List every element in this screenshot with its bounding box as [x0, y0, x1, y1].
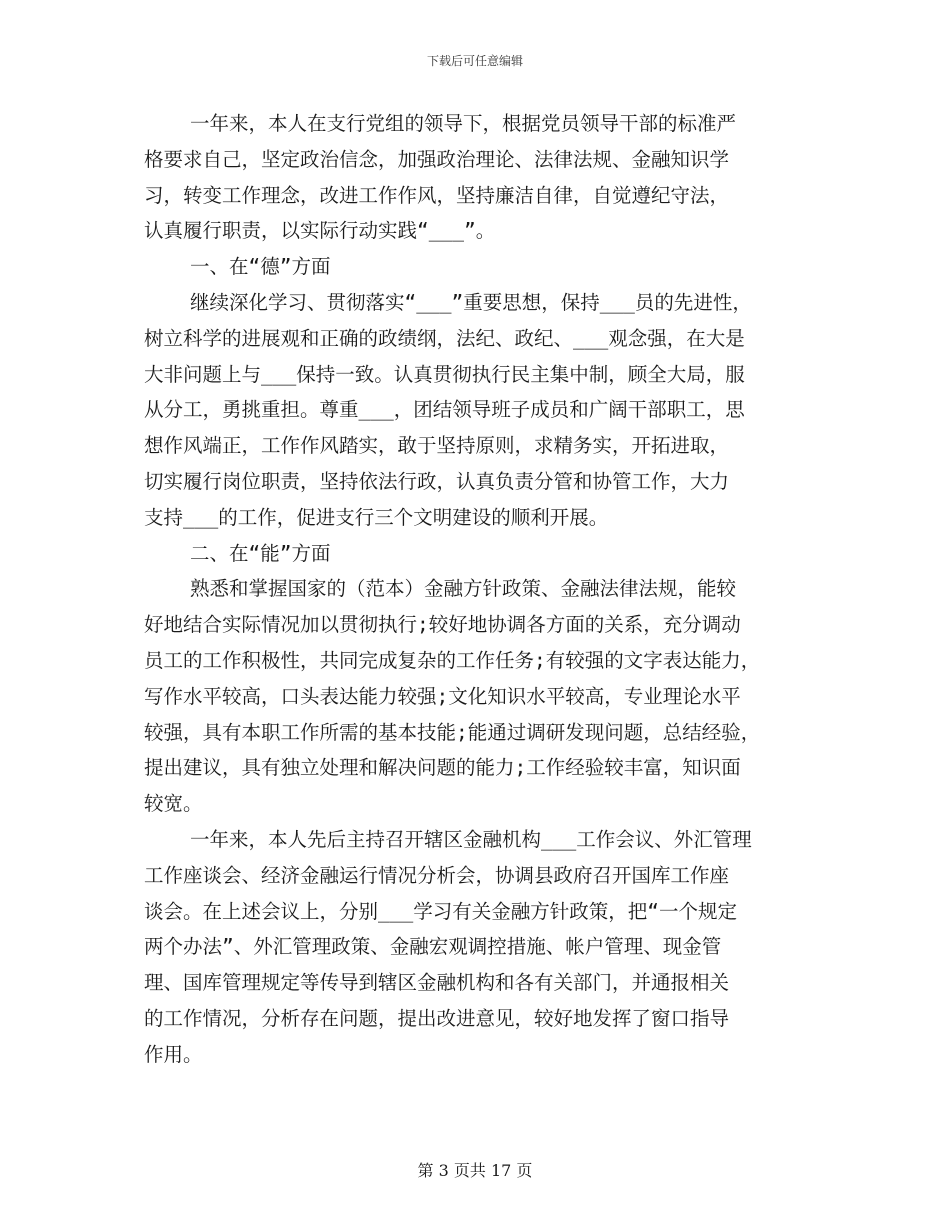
paragraph-line: 作用。	[144, 1042, 203, 1066]
document-body	[144, 106, 814, 1073]
paragraph-line: 较强，具有本职工作所需的基本技能;能通过调研发现问题，总结经验，	[144, 720, 761, 744]
section-heading: 二、在“能”方面	[190, 541, 331, 565]
paragraph-line: 继续深化学习、贯彻落实“___”重要思想，保持___员的先进性，	[190, 290, 752, 314]
paragraph-line: 的工作情况，分析存在问题，提出改进意见，较好地发挥了窗口指导	[144, 1006, 730, 1030]
page-header: 下载后可任意编辑	[426, 54, 523, 68]
paragraph-line: 谈会。在上述会议上，分别___学习有关金融方针政策，把“一个规定	[144, 899, 737, 923]
page-footer: 第 3 页共 17 页	[417, 1161, 533, 1180]
paragraph-line: 从分工，勇挑重担。尊重___，团结领导班子成员和广阔干部职工，思	[144, 398, 745, 422]
paragraph-line: 想作风端正，工作作风踏实，敢于坚持原则，求精务实，开拓进取，	[144, 434, 730, 458]
paragraph-line: 一年来，本人在支行党组的领导下，根据党员领导干部的标准严	[190, 112, 737, 135]
paragraph-line: 习，转变工作理念，改进工作作风，坚持廉洁自律，自觉遵纪守法，	[144, 183, 730, 207]
section-heading: 一、在“德”方面	[190, 255, 331, 279]
paragraph-line: 写作水平较高，口头表达能力较强;文化知识水平较高，专业理论水平	[144, 684, 741, 708]
paragraph-line: 格要求自己，坚定政治信念，加强政治理论、法律法规、金融知识学	[144, 147, 730, 171]
paragraph-line: 两个办法”、外汇管理政策、金融宏观调控措施、帐户管理、现金管	[144, 935, 722, 959]
paragraph-line: 较宽。	[144, 792, 203, 816]
paragraph-line: 切实履行岗位职责，坚持依法行政，认真负责分管和协管工作，大力	[144, 469, 730, 493]
paragraph-line: 提出建议，具有独立处理和解决问题的能力;工作经验较丰富，知识面	[144, 756, 741, 780]
paragraph-line: 员工的工作积极性，共同完成复杂的工作任务;有较强的文字表达能力，	[144, 648, 761, 672]
paragraph-line: 理、国库管理规定等传导到辖区金融机构和各有关部门，并通报相关	[144, 971, 730, 995]
paragraph-line: 好地结合实际情况加以贯彻执行;较好地协调各方面的关系，充分调动	[144, 613, 741, 637]
paragraph-line: 认真履行职责，以实际行动实践“___”。	[144, 219, 496, 243]
paragraph-line: 工作座谈会、经济金融运行情况分析会，协调县政府召开国库工作座	[144, 863, 730, 887]
paragraph-line: 大非问题上与___保持一致。认真贯彻执行民主集中制，顾全大局，服	[144, 362, 745, 386]
paragraph-line: 一年来，本人先后主持召开辖区金融机构___工作会议、外汇管理	[190, 827, 752, 851]
paragraph-line: 熟悉和掌握国家的（范本）金融方针政策、金融法律法规，能较	[190, 577, 737, 601]
paragraph-line: 支持___的工作，促进支行三个文明建设的顺利开展。	[144, 505, 609, 529]
paragraph-line: 树立科学的进展观和正确的政绩纲，法纪、政纪、___观念强，在大是	[144, 326, 745, 350]
